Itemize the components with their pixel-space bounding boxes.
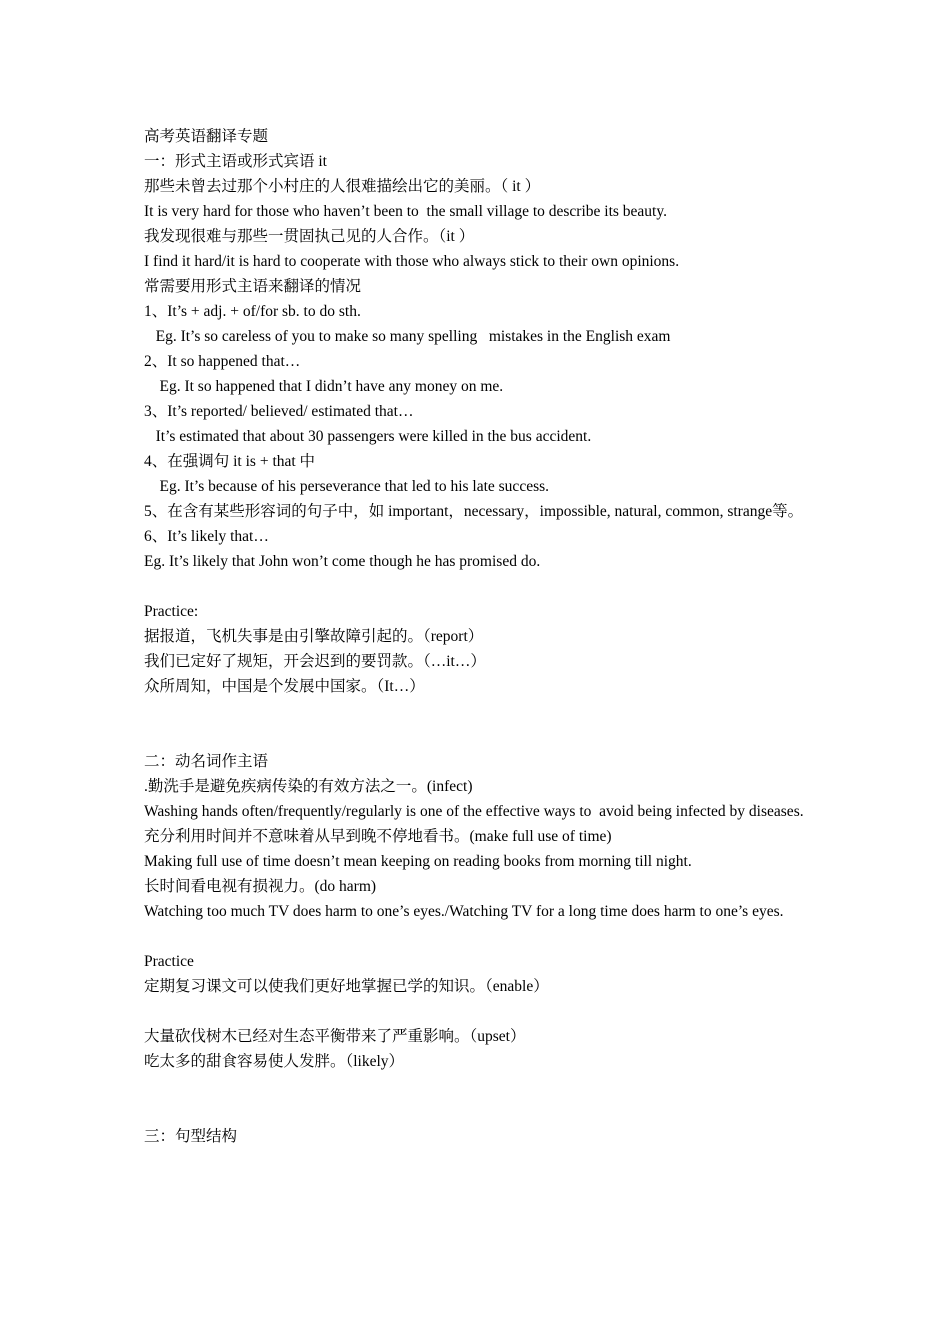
practice-item: 定期复习课文可以使我们更好地掌握已学的知识。（enable） — [144, 978, 549, 995]
practice-label: Practice — [144, 953, 194, 970]
section-2-line: 充分利用时间并不意味着从早到晚不停地看书。(make full use of time) — [144, 828, 612, 845]
section-2-line: 长时间看电视有损视力。(do harm) — [144, 878, 377, 895]
section-2-line: .勤洗手是避免疾病传染的有效方法之一。(infect) — [144, 778, 473, 795]
section-1-line: It is very hard for those who haven’t been to the small village to describe its beauty. — [144, 203, 667, 220]
practice-label: Practice: — [144, 603, 199, 620]
section-2-line: Making full use of time doesn’t mean keeping on reading books from morning till night. — [144, 853, 692, 870]
practice-item: 我们已定好了规矩，开会迟到的要罚款。（…it…） — [144, 653, 486, 670]
blank-line — [144, 999, 810, 1024]
section-1-line: 3、It’s reported/ believed/ estimated that… — [144, 403, 414, 420]
practice-item: 吃太多的甜食容易使人发胖。（likely） — [144, 1053, 405, 1070]
section-1-line: 常需要用形式主语来翻译的情况 — [144, 278, 362, 295]
section-1-heading: 一：形式主语或形式宾语 it — [144, 153, 327, 170]
section-1-line: It’s estimated that about 30 passengers were killed in the bus accident. — [144, 428, 592, 445]
practice-item: 众所周知，中国是个发展中国家。（It…） — [144, 678, 425, 695]
section-2-line: Watching too much TV does harm to one’s eyes./Watching TV for a long time does harm to one’s eyes. — [144, 903, 784, 920]
blank-line — [144, 924, 810, 949]
practice-item: 据报道，飞机失事是由引擎故障引起的。（report） — [144, 628, 484, 645]
section-1-line: Eg. It so happened that I didn’t have any money on me. — [144, 378, 504, 395]
section-1-line: I find it hard/it is hard to cooperate with those who always stick to their own opinions. — [144, 253, 680, 270]
practice-item: 大量砍伐树木已经对生态平衡带来了严重影响。（upset） — [144, 1028, 526, 1045]
section-2-heading: 二：动名词作主语 — [144, 753, 269, 770]
section-1-line: Eg. It’s likely that John won’t come though he has promised do. — [144, 553, 541, 570]
document-title: 高考英语翻译专题 — [144, 128, 269, 145]
section-1-line: 4、在强调句 it is + that 中 — [144, 453, 316, 470]
section-1-line: 6、It’s likely that… — [144, 528, 269, 545]
section-1-line: 那些未曾去过那个小村庄的人很难描绘出它的美丽。（ it ） — [144, 178, 541, 195]
section-1-line: 1、It’s + adj. + of/for sb. to do sth. — [144, 303, 361, 320]
section-1-line: 我发现很难与那些一贯固执己见的人合作。（it ） — [144, 228, 475, 245]
section-1-line: 5、在含有某些形容词的句子中，如 important，necessary，impossible, natural, common, strange等。 — [144, 503, 804, 520]
section-3-heading: 三：句型结构 — [144, 1128, 238, 1145]
blank-line — [144, 699, 810, 749]
blank-line — [144, 1074, 810, 1124]
section-2-line: Washing hands often/frequently/regularly is one of the effective ways to avoid being infected by diseases. — [144, 803, 804, 820]
document-body — [144, 124, 810, 1149]
section-1-line: Eg. It’s so careless of you to make so many spelling mistakes in the English exam — [144, 328, 671, 345]
section-1-line: Eg. It’s because of his perseverance that led to his late success. — [144, 478, 550, 495]
section-1-line: 2、It so happened that… — [144, 353, 301, 370]
blank-line — [144, 574, 810, 599]
